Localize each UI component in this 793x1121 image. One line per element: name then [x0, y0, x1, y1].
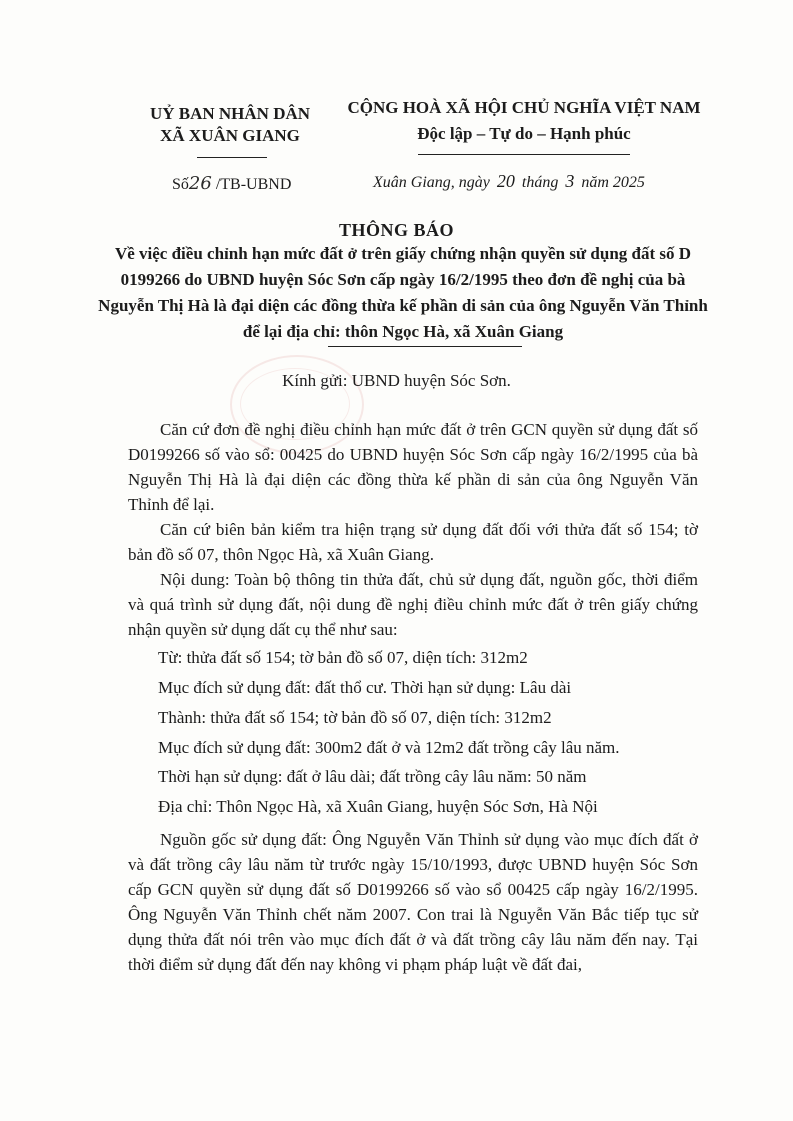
document-number	[172, 173, 291, 194]
issuer-line-1: UỶ BAN NHÂN DÂN	[149, 104, 311, 123]
paragraph-content: Nội dung: Toàn bộ thông tin thửa đất, chủ sử dụng đất, nguồn gốc, thời điểm và quá trình sử dụng đất, nội dung đề nghị điều chỉnh mức đất ở trên giấy chứng nhận quyền sử dụng dất cụ thể như sau:	[128, 570, 698, 639]
place-date	[373, 171, 645, 192]
doc-number-suffix: /TB-UBND	[215, 176, 292, 193]
paragraph-basis-inspection: Căn cứ biên bản kiểm tra hiện trạng sử dụng đất đối với thửa đất số 154; tờ bản đồ số 07, thôn Ngọc Hà, xã Xuân Giang.	[128, 520, 698, 564]
document-subject: Về việc điều chỉnh hạn mức đất ở trên giấy chứng nhận quyền sử dụng đất số D 0199266 do UBND huyện Sóc Sơn cấp ngày 16/2/1995 theo đơn đề nghị của bà Nguyễn Thị Hà là đại diện các đồng thừa kế phần di sản của ông Nguyễn Văn Thỉnh để lại địa chỉ: thôn Ngọc Hà, xã Xuân Giang	[98, 244, 708, 341]
line-from: Từ: thửa đất số 154; tờ bản đồ số 07, diện tích: 312m2	[158, 648, 528, 667]
doc-number-handwritten: 26	[188, 173, 212, 194]
issuer-block	[120, 103, 340, 147]
paragraph-basis-request: Căn cứ đơn đề nghị điều chỉnh hạn mức đất ở trên GCN quyền sử dụng đất số D0199266 số vào sổ: 00425 do UBND huyện Sóc Sơn cấp ngày 16/2/1995 của bà Nguyễn Thị Hà là đại diện các đồng thừa kế phần di sản của ông Nguyễn Văn Thỉnh để lại.	[128, 420, 698, 514]
line-purpose-old: Mục đích sử dụng đất: đất thổ cư. Thời hạn sử dụng: Lâu dài	[158, 678, 572, 697]
date-month-handwritten: 3	[565, 171, 575, 191]
date-day-handwritten: 20	[496, 171, 515, 191]
doc-number-prefix: Số	[172, 176, 189, 193]
national-title: CỘNG HOÀ XÃ HỘI CHỦ NGHĨA VIỆT NAM	[347, 98, 701, 117]
line-term: Thời hạn sử dụng: đất ở lâu dài; đất trồng cây lâu năm: 50 năm	[158, 767, 587, 786]
date-month-word: tháng	[521, 174, 559, 191]
line-purpose-new: Mục đích sử dụng đất: 300m2 đất ở và 12m2 đất trồng cây lâu năm.	[158, 738, 620, 757]
line-to: Thành: thửa đất số 154; tờ bản đồ số 07, diện tích: 312m2	[158, 708, 552, 727]
national-motto: Độc lập – Tự do – Hạnh phúc	[417, 124, 631, 143]
issuer-line-2: XÃ XUÂN GIANG	[160, 126, 300, 145]
date-year: năm 2025	[581, 174, 645, 191]
subject-underline	[328, 346, 522, 347]
issuer-underline	[197, 157, 267, 158]
motto-underline	[418, 154, 630, 155]
national-header	[344, 95, 704, 147]
document-title: THÔNG BÁO	[338, 220, 454, 240]
line-address: Địa chỉ: Thôn Ngọc Hà, xã Xuân Giang, huyện Sóc Sơn, Hà Nội	[158, 797, 598, 816]
recipient-line: Kính gửi: UBND huyện Sóc Sơn.	[282, 371, 511, 390]
place-date-prefix: Xuân Giang, ngày	[373, 174, 490, 191]
paragraph-origin: Nguồn gốc sử dụng đất: Ông Nguyễn Văn Thỉnh sử dụng vào mục đích đất ở và đất trồng cây lâu năm từ trước ngày 15/10/1993, được UBND huyện Sóc Sơn cấp GCN quyền sử dụng đất số D0199266 số vào sổ 00425 cấp ngày 16/2/1995. Ông Nguyễn Văn Thỉnh chết năm 2007. Con trai là Nguyễn Văn Bắc tiếp tục sử dụng thửa đất nói trên vào mục đích đất ở và đất trồng cây lâu năm đến nay. Tại thời điểm sử dụng đất đến nay không vi phạm pháp luật về đất đai,	[128, 830, 698, 974]
